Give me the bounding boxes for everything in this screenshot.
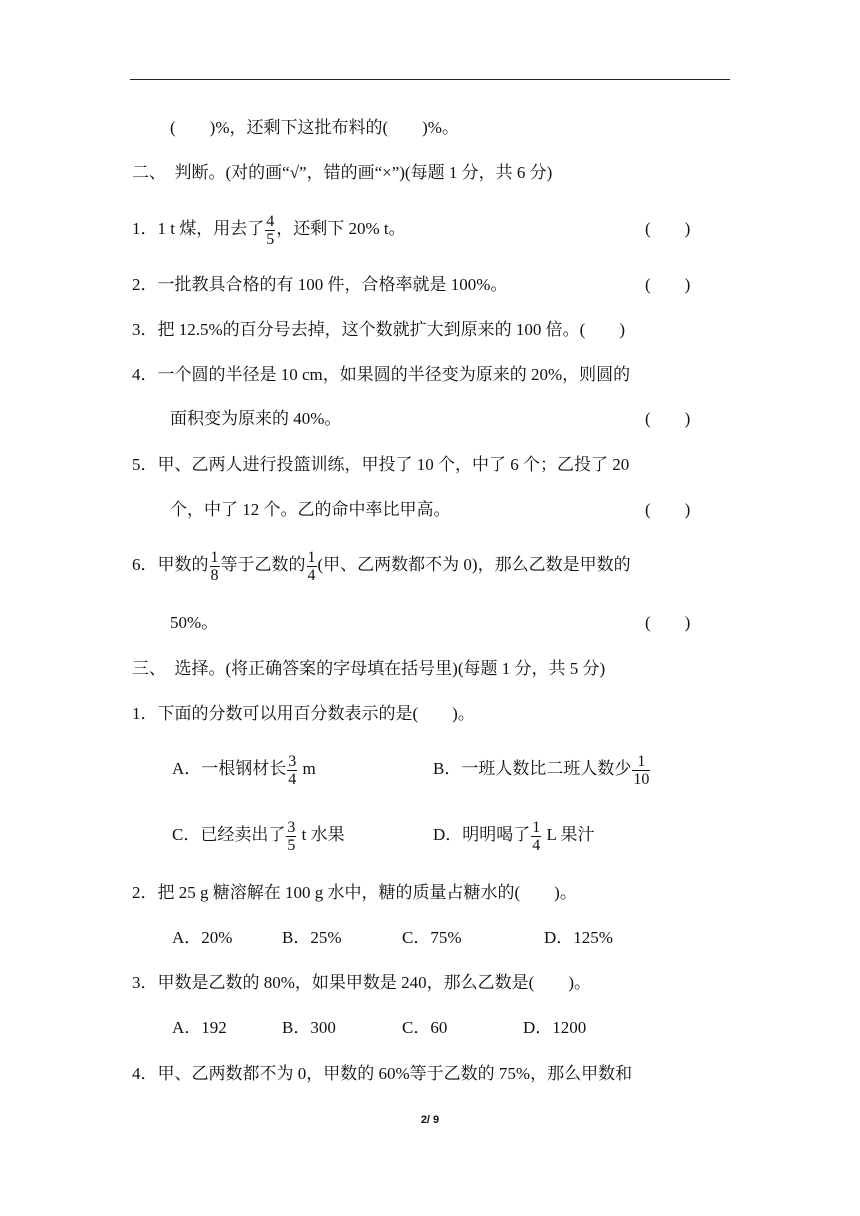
option-d [433,818,595,854]
section-heading: 二、 判断。(对的画“√”，错的画“×”)(每题 1 分，共 6 分) [132,163,553,182]
choice-question-2: 2．把 25 g 糖溶解在 100 g 水中，糖的质量占糖水的( )。 [132,883,577,902]
question-4-cont: 面积变为原来的 40%。 [170,409,342,428]
fraction: $\frac{1}{8}$ [210,548,219,584]
question-4: 4．一个圆的半径是 10 cm，如果圆的半径变为原来的 20%，则圆的 [132,365,631,384]
question-text: (甲、乙两数都不为 0)，那么乙数是甲数的 [317,555,631,574]
text-line: ( )%，还剩下这批布料的( )%。 [170,118,459,137]
option-text: C．已经卖出了 [172,825,286,844]
question-6-cont: 50%。 [170,613,219,632]
answer-bracket[interactable]: ( ) [645,275,691,294]
option-c: C．60 [402,1018,448,1037]
option-text: D．明明喝了 [433,825,531,844]
question-text: 6．甲数的 [132,555,209,574]
option-text: t 水果 [297,825,345,844]
question-5: 5．甲、乙两人进行投篮训练，甲投了 10 个，中了 6 个；乙投了 20 [132,455,630,474]
choice-question-1: 1．下面的分数可以用百分数表示的是( )。 [132,704,475,723]
option-c [172,818,345,854]
answer-bracket[interactable]: ( ) [645,219,691,238]
answer-bracket[interactable]: ( ) [645,409,691,428]
question-text: 1．1 t 煤，用去了 [132,219,265,238]
choice-question-4: 4．甲、乙两数都不为 0，甲数的 60%等于乙数的 75%，那么甲数和 [132,1064,633,1083]
fraction: $\frac{3}{5}$ [287,818,296,854]
choice-question-3: 3．甲数是乙数的 80%，如果甲数是 240，那么乙数是( )。 [132,973,591,992]
fraction: $\frac{1}{4}$ [532,818,541,854]
question-text: ，还剩下 20% t。 [276,219,406,238]
question-1 [132,212,406,248]
option-text: A．一根钢材长 [172,759,287,778]
option-text: L 果汁 [542,825,595,844]
option-b: B．25% [282,928,342,947]
answer-bracket[interactable]: ( ) [645,500,691,519]
answer-bracket[interactable]: ( ) [645,613,691,632]
question-2: 2．一批教具合格的有 100 件，合格率就是 100%。 [132,275,508,294]
page-number: 2/ 9 [420,1114,440,1126]
option-d: D．125% [544,928,613,947]
question-3: 3．把 12.5%的百分号去掉，这个数就扩大到原来的 100 倍。( ) [132,320,625,339]
fraction: $\frac{1}{10}$ [633,752,650,788]
option-b: B．300 [282,1018,336,1037]
fraction: $\frac{3}{4}$ [288,752,297,788]
fraction: $\frac{1}{4}$ [307,548,316,584]
option-text: B．一班人数比二班人数少 [433,759,632,778]
header-rule [130,79,730,80]
fraction: $\frac{4}{5}$ [266,212,275,248]
question-6 [132,548,631,584]
option-text: m [298,759,316,778]
option-a: A．192 [172,1018,227,1037]
option-a [172,752,316,788]
section-heading: 三、 选择。(将正确答案的字母填在括号里)(每题 1 分，共 5 分) [132,659,606,678]
option-a: A．20% [172,928,233,947]
question-5-cont: 个，中了 12 个。乙的命中率比甲高。 [170,500,451,519]
question-text: 等于乙数的 [220,555,306,574]
option-c: C．75% [402,928,462,947]
option-d: D．1200 [523,1018,587,1037]
option-b [433,752,651,788]
